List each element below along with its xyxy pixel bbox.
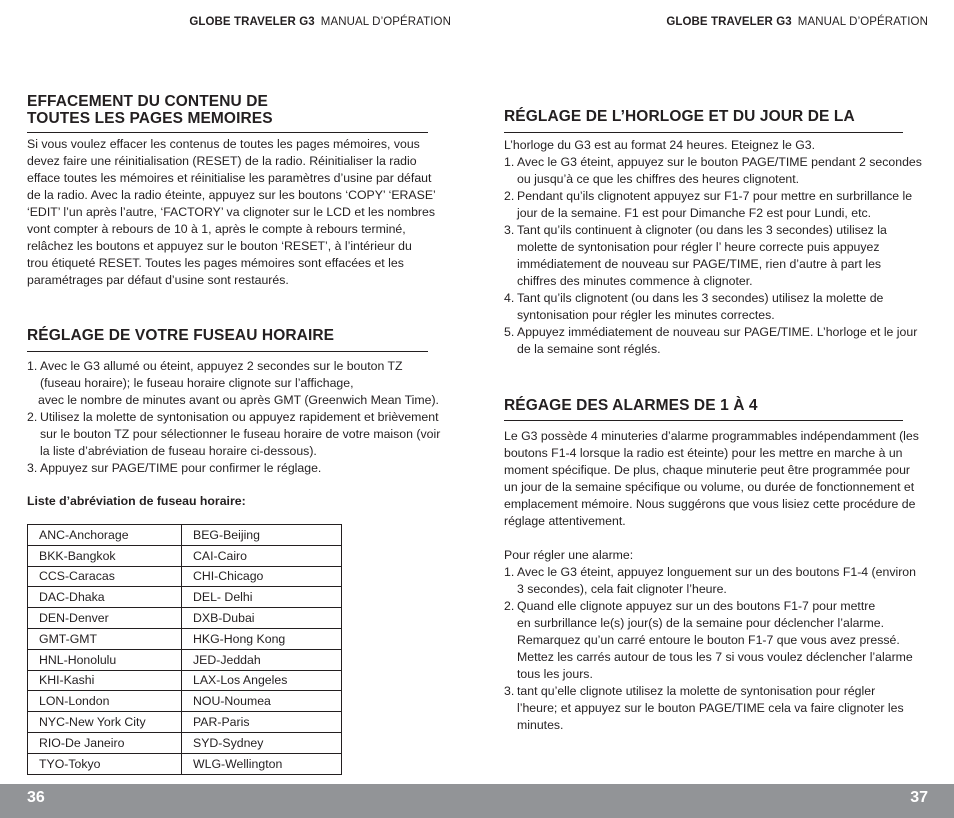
- list-item: 3. Appuyez sur PAGE/TIME pour confirmer le réglage.: [27, 461, 322, 475]
- heading-rule: [27, 351, 428, 352]
- heading-rule: [27, 132, 428, 133]
- section-heading-clock: RÉGLAGE DE L’HORLOGE ET DU JOUR DE LA: [504, 108, 855, 125]
- section-heading-timezone: RÉGLAGE DE VOTRE FUSEAU HORAIRE: [27, 327, 335, 344]
- table-cell: DAC-Dhaka: [28, 587, 182, 608]
- page-number-left: 36: [27, 789, 45, 806]
- table-cell: HNL-Honolulu: [28, 649, 182, 670]
- running-head: [666, 16, 928, 28]
- table-cell: LON-London: [28, 691, 182, 712]
- clock-steps: [504, 137, 934, 358]
- paragraph-line: ‘EDIT’ l’un après l’autre, ‘FACTORY’ va clignoter sur le LCD et les nombres: [27, 205, 436, 219]
- table-cell: TYO-Tokyo: [28, 753, 182, 774]
- table-row: [28, 753, 342, 774]
- timezone-steps: [27, 358, 457, 477]
- running-head: [189, 16, 451, 28]
- table-cell: ANC-Anchorage: [28, 525, 182, 546]
- table-cell: DEN-Denver: [28, 608, 182, 629]
- paragraph-line: un jour de la semaine spécifique ou volume, ou durée de fonctionnement et: [504, 480, 915, 494]
- table-row: [28, 545, 342, 566]
- list-item: 3. Tant qu’ils continuent à clignoter (ou dans les 3 secondes) utilisez la molette de syntonisation pour régler l’ heure correcte puis appuyez immédiatement de nouveau sur PAGE/TIME, rien d’autre à part les chiffres des minutes commence à clignoter.: [504, 223, 887, 288]
- table-row: [28, 691, 342, 712]
- manual-subtitle: MANUAL D’OPÉRATION: [320, 16, 451, 28]
- paragraph-line: trou étiqueté RESET. Toutes les pages mémoires sont effacées et les: [27, 256, 404, 270]
- paragraph-line: efface toutes les mémoires et réinitialise les paramètres d’usine par défaut: [27, 171, 432, 185]
- table-cell: KHI-Kashi: [28, 670, 182, 691]
- paragraph-line: moment spécifique. De plus, chaque minuterie peut être programmée pour: [504, 463, 911, 477]
- table-cell: DEL- Delhi: [182, 587, 342, 608]
- table-cell: HKG-Hong Kong: [182, 628, 342, 649]
- paragraph-line: emplacement mémoire. Nous suggérons que vous lisiez cette procédure de: [504, 497, 916, 511]
- list-item: 5. Appuyez immédiatement de nouveau sur PAGE/TIME. L’horloge et le jour de la semaine sont réglés.: [504, 325, 918, 356]
- erase-paragraph: [27, 136, 452, 289]
- table-row: [28, 712, 342, 733]
- brand-name: GLOBE TRAVELER G3: [666, 16, 792, 28]
- right-page: [477, 0, 954, 818]
- heading-rule: [504, 420, 903, 421]
- alarm-sub-intro: Pour régler une alarme:: [504, 548, 634, 562]
- alarm-section: [504, 428, 934, 734]
- timezone-list-heading: Liste d’abréviation de fuseau horaire:: [27, 494, 246, 508]
- table-cell: NYC-New York City: [28, 712, 182, 733]
- paragraph-line: Si vous voulez effacer les contenus de toutes les pages mémoires, vous: [27, 137, 420, 151]
- table-cell: JED-Jeddah: [182, 649, 342, 670]
- table-cell: NOU-Noumea: [182, 691, 342, 712]
- paragraph-line: vont compter à rebours de 10 à 1, après le compte à rebours terminé,: [27, 222, 406, 236]
- list-item: 3. tant qu’elle clignote utilisez la molette de syntonisation pour régler l’heure; et appuyez sur le bouton PAGE/TIME cela va faire clignoter les minutes.: [504, 684, 904, 732]
- list-item: 4. Tant qu’ils clignotent (ou dans les 3 secondes) utilisez la molette de syntonisation pour régler les minutes correctes.: [504, 291, 884, 322]
- table-row: [28, 525, 342, 546]
- table-cell: SYD-Sydney: [182, 732, 342, 753]
- table-row: [28, 670, 342, 691]
- list-item: 2. Utilisez la molette de syntonisation ou appuyez rapidement et brièvement sur le bouton TZ pour sélectionner le fuseau horaire de votre maison (voir la liste d’abréviation de fuseau horaire ci-dessous).: [27, 410, 441, 458]
- table-row: [28, 628, 342, 649]
- table-cell: GMT-GMT: [28, 628, 182, 649]
- table-row: [28, 732, 342, 753]
- heading-line-2: TOUTES LES PAGES MEMOIRES: [27, 110, 273, 127]
- list-item: 1. Avec le G3 éteint, appuyez longuement sur un des boutons F1-4 (environ 3 secondes), cela fait clignoter l’heure.: [504, 565, 916, 596]
- heading-rule: [504, 132, 903, 133]
- table-cell: CAI-Cairo: [182, 545, 342, 566]
- paragraph-line: boutons F1-4 lorsque la radio est éteinte) pour les mettre en marche à un: [504, 446, 903, 460]
- table-cell: CCS-Caracas: [28, 566, 182, 587]
- paragraph-line: relâchez les boutons et appuyez sur le bouton ‘RESET’, à l’intérieur du: [27, 239, 412, 253]
- list-item: 1. Avec le G3 éteint, appuyez sur le bouton PAGE/TIME pendant 2 secondes ou jusqu’à ce que les chiffres des heures clignotent.: [504, 155, 922, 186]
- page-number-right: 37: [910, 789, 928, 806]
- table-cell: BEG-Beijing: [182, 525, 342, 546]
- table-cell: DXB-Dubai: [182, 608, 342, 629]
- paragraph-line: paramétrages par défaut d’usine sont restaurés.: [27, 273, 289, 287]
- footer-band: [0, 784, 954, 818]
- table-cell: WLG-Wellington: [182, 753, 342, 774]
- brand-name: GLOBE TRAVELER G3: [189, 16, 315, 28]
- timezone-table: [27, 524, 342, 775]
- section-heading-erase: [27, 93, 273, 127]
- paragraph-line: de la radio. Avec la radio éteinte, appuyez sur les boutons ‘COPY’ ‘ERASE’: [27, 188, 436, 202]
- paragraph-line: réglage attentivement.: [504, 514, 626, 528]
- section-heading-alarms: RÉGAGE DES ALARMES DE 1 À 4: [504, 397, 758, 414]
- table-cell: PAR-Paris: [182, 712, 342, 733]
- table-cell: CHI-Chicago: [182, 566, 342, 587]
- table-row: [28, 587, 342, 608]
- list-item: 1. Avec le G3 allumé ou éteint, appuyez 2 secondes sur le bouton TZ (fuseau horaire); le fuseau horaire clignote sur l’affichage,: [27, 359, 403, 390]
- table-row: [28, 566, 342, 587]
- paragraph-line: Le G3 possède 4 minuteries d’alarme programmables indépendamment (les: [504, 429, 919, 443]
- paragraph-line: devez faire une réinitialisation (RESET) de la radio. Réinitialiser la radio: [27, 154, 417, 168]
- table-cell: RIO-De Janeiro: [28, 732, 182, 753]
- continuation-line: avec le nombre de minutes avant ou après GMT (Greenwich Mean Time).: [38, 393, 439, 407]
- heading-line-1: EFFACEMENT DU CONTENU DE: [27, 93, 268, 110]
- clock-intro: L’horloge du G3 est au format 24 heures. Eteignez le G3.: [504, 138, 816, 152]
- table-cell: LAX-Los Angeles: [182, 670, 342, 691]
- table-row: [28, 608, 342, 629]
- list-item: 2. Quand elle clignote appuyez sur un des boutons F1-7 pour mettre en surbrillance le(s) jour(s) de la semaine pour déclencher l’alarme. Remarquez qu’un carré entoure le bouton F1-7 que vous avez pressé. Mettez les carrés autour de tous les 7 si vous voulez déclencher l’alarme tous les jours.: [504, 599, 913, 681]
- table-row: [28, 649, 342, 670]
- table-cell: BKK-Bangkok: [28, 545, 182, 566]
- manual-subtitle: MANUAL D’OPÉRATION: [797, 16, 928, 28]
- list-item: 2. Pendant qu’ils clignotent appuyez sur F1-7 pour mettre en surbrillance le jour de la semaine. F1 est pour Dimanche F2 est pour Lundi, etc.: [504, 189, 913, 220]
